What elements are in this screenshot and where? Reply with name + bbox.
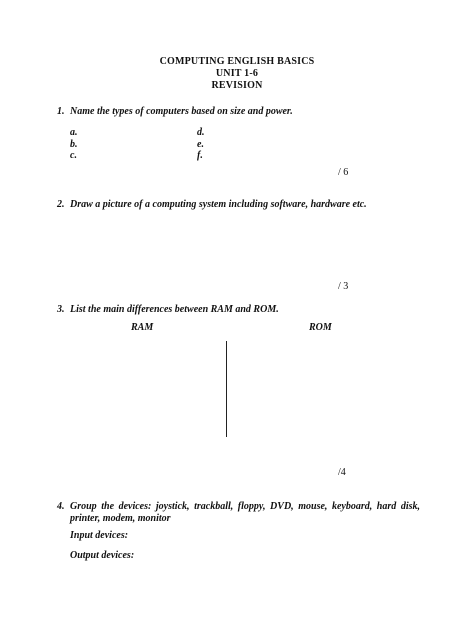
question-4-text: Group the devices: joystick, trackball, floppy, DVD, mouse, keyboard, hard disk, printer, modem, monitor (70, 501, 420, 524)
question-1-option-f: f. (197, 150, 203, 161)
question-1-number: 1. (57, 106, 65, 117)
ram-column-heading: RAM (131, 322, 154, 333)
unit-heading: UNIT 1-6 (215, 68, 259, 79)
question-3-text: List the main differences between RAM and ROM. (70, 304, 279, 315)
input-devices-label: Input devices: (70, 530, 129, 541)
question-1-score: / 6 (338, 167, 349, 178)
question-1-option-c: c. (70, 150, 77, 161)
question-4-number: 4. (57, 501, 65, 512)
question-2-score: / 3 (338, 281, 349, 292)
rom-column-heading: ROM (309, 322, 332, 333)
document-title: COMPUTING ENGLISH BASICS (159, 56, 315, 67)
question-1-option-b: b. (70, 139, 78, 150)
output-devices-label: Output devices: (70, 550, 135, 561)
question-2-text: Draw a picture of a computing system including software, hardware etc. (70, 199, 367, 210)
question-3-score: /4 (338, 467, 346, 478)
question-1-option-d: d. (197, 127, 205, 138)
question-1-text: Name the types of computers based on size and power. (70, 106, 293, 117)
revision-heading: REVISION (211, 80, 263, 91)
question-1-option-e: e. (197, 139, 204, 150)
question-2-number: 2. (57, 199, 65, 210)
column-divider-line (226, 341, 227, 437)
question-3-number: 3. (57, 304, 65, 315)
question-1-option-a: a. (70, 127, 78, 138)
